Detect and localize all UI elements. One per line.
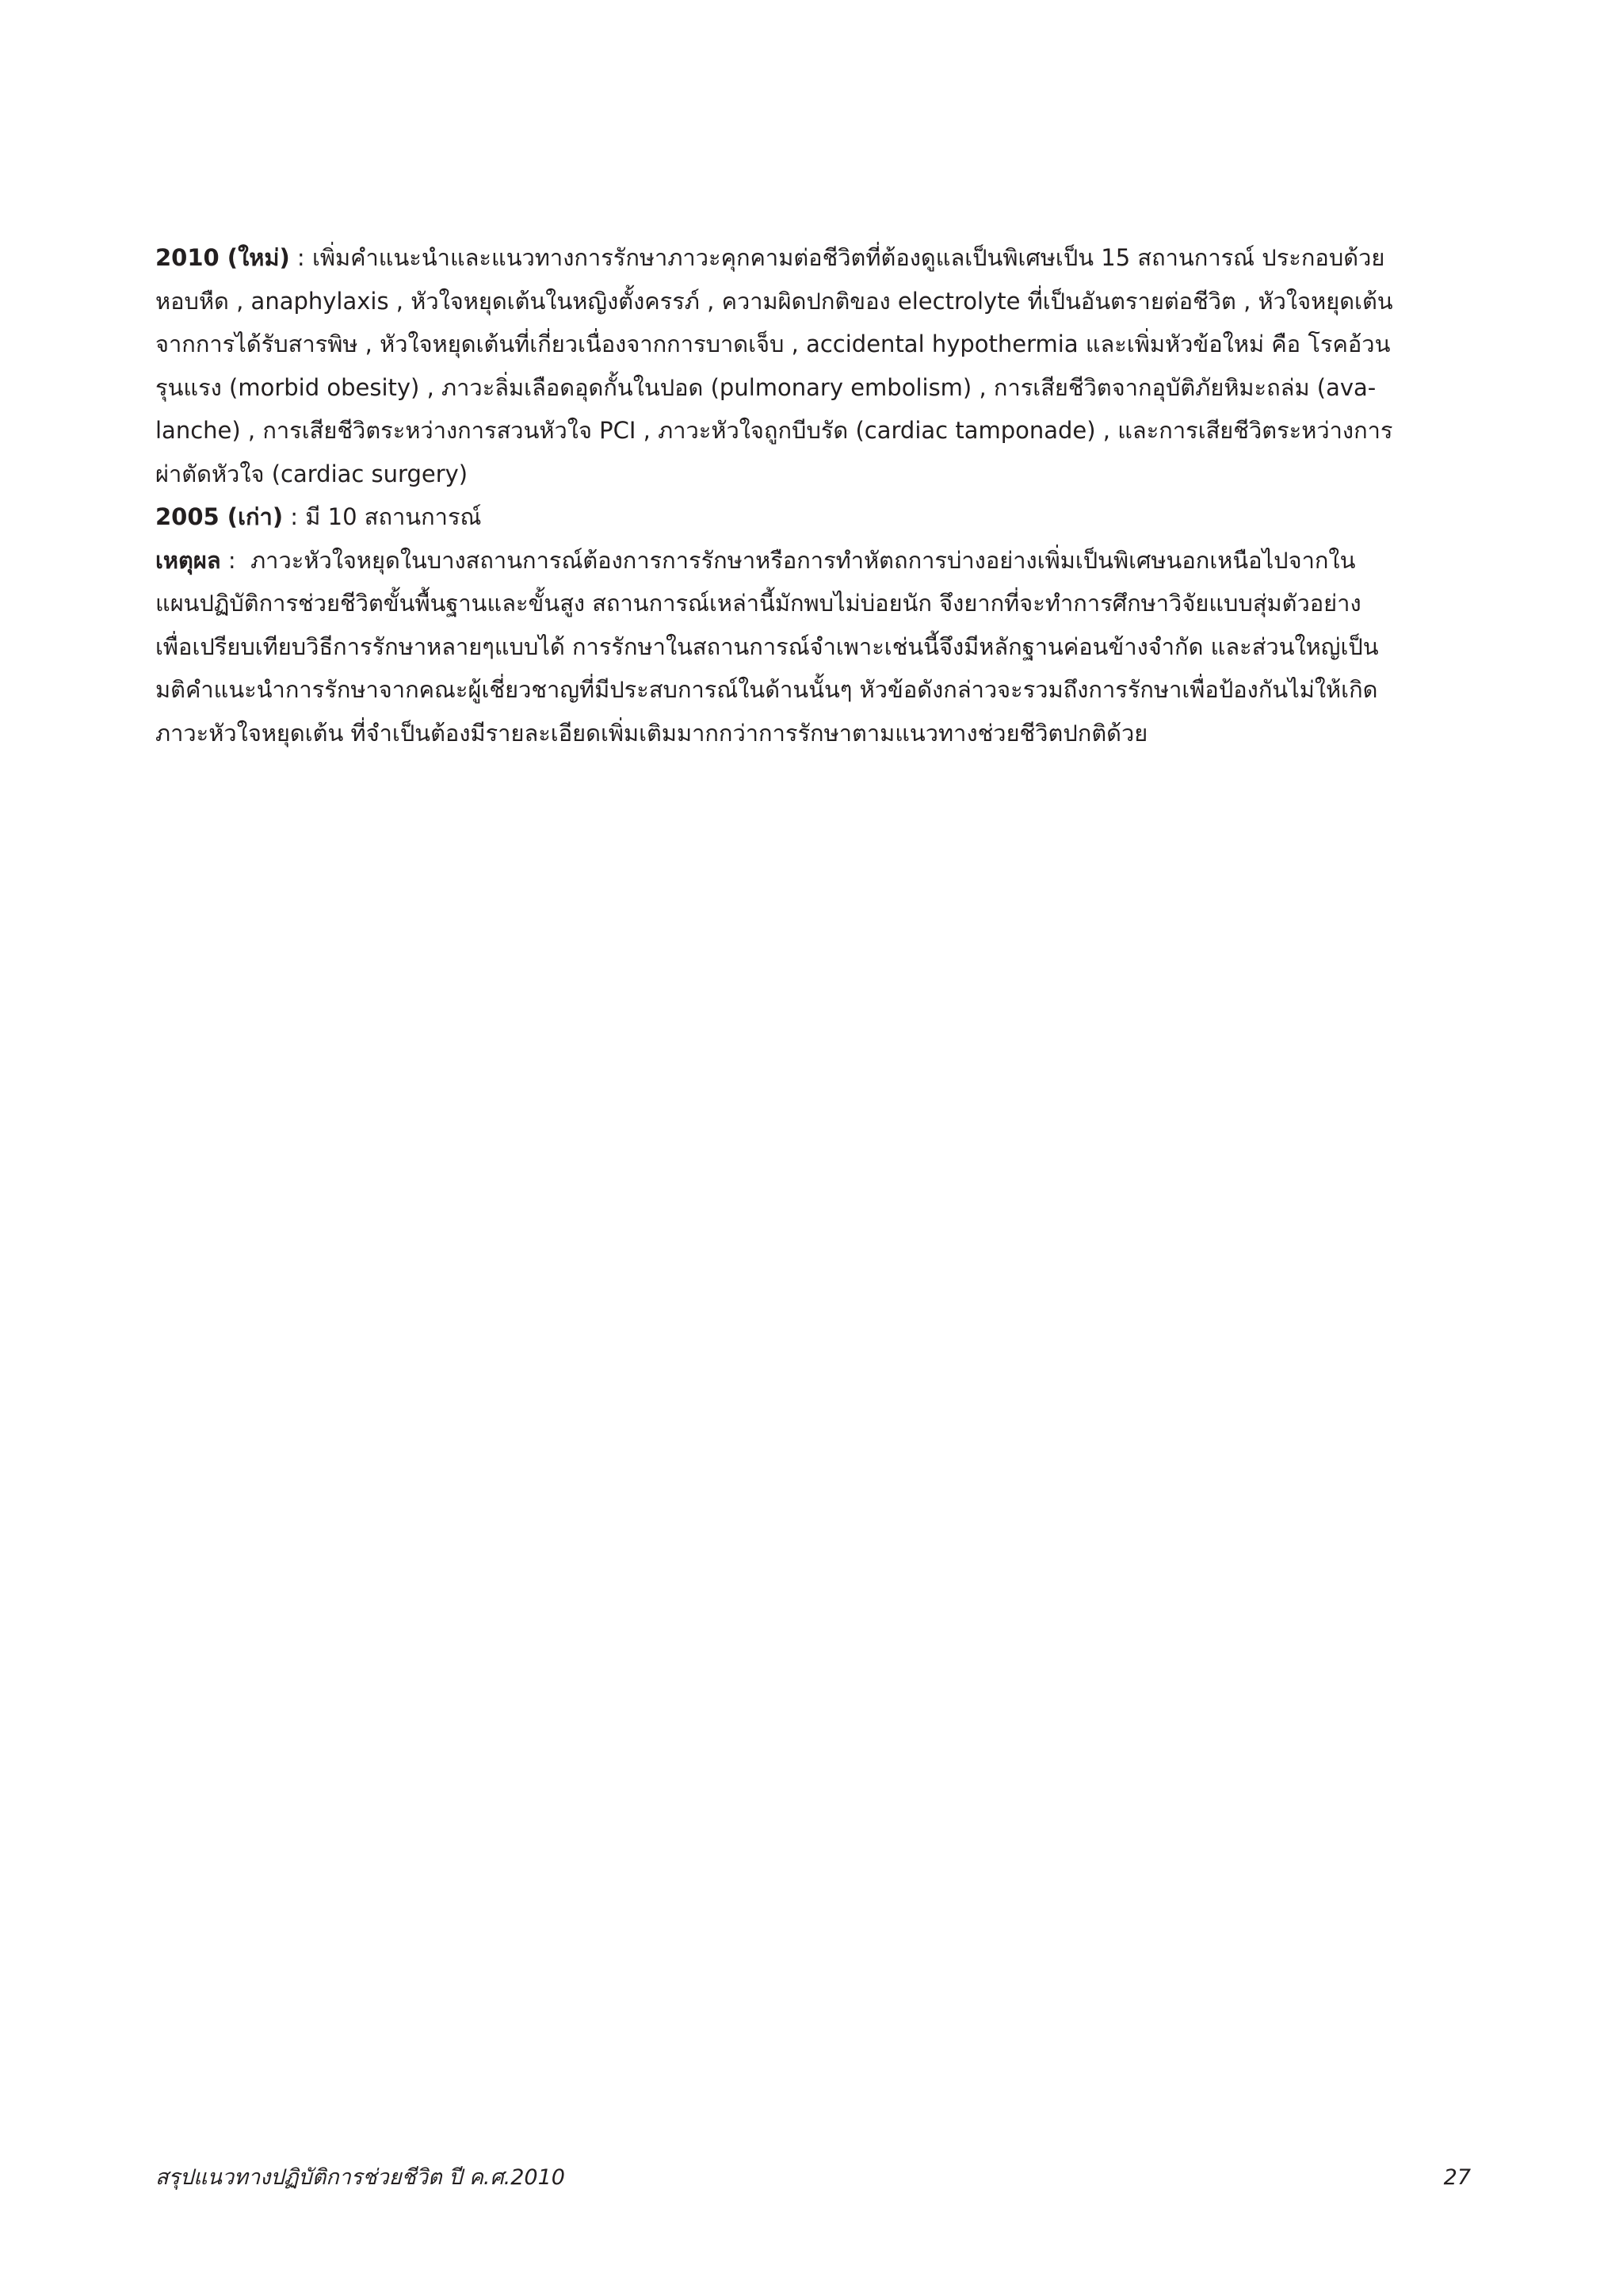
reason-line-5: ภาวะหัวใจหยุดเต้น ที่จำเป็นต้องมีรายละเอียดเพิ่มเติมมากกว่าการรักษาตามแนวทางช่วยชีวิตปกติด้วย — [155, 719, 1148, 747]
footer-title: สรุปแนวทางปฏิบัติการช่วยชีวิต ปี ค.ศ.2010 — [155, 2165, 565, 2190]
old-guideline-separator: : — [283, 503, 306, 530]
reason-separator: : — [220, 546, 251, 574]
old-guideline-text: มี 10 สถานการณ์ — [305, 503, 482, 530]
page-number: 27 — [1443, 2165, 1471, 2190]
new-guideline-line-1: เพิ่มคำแนะนำและแนวทางการรักษาภาวะคุกคามต่อชีวิตที่ต้องดูแลเป็นพิเศษเป็น 15 สถานการณ์ ประกอบด้วย — [311, 244, 1385, 271]
old-guideline-label: 2005 (เก่า) — [155, 503, 284, 530]
reason-label: เหตุผล — [155, 546, 221, 574]
reason-line-1: ภาวะหัวใจหยุดในบางสถานการณ์ต้องการการรักษาหรือการทำหัตถการบ่างอย่างเพิ่มเป็นพิเศษนอกเหนือไปจากใน — [250, 546, 1356, 574]
new-guideline-line-2: หอบหืด , anaphylaxis , หัวใจหยุดเต้นในหญิงตั้งครรภ์ , ความผิดปกติของ electrolyte ที่เป็นอันตรายต่อชีวิต , หัวใจหยุดเต้น — [155, 287, 1393, 315]
new-guideline-paragraph — [155, 236, 1471, 495]
reason-line-3: เพื่อเปรียบเทียบวิธีการรักษาหลายๆแบบได้ การรักษาในสถานการณ์จำเพาะเช่นนี้จึงมีหลักฐานค่อนข้างจำกัด และส่วนใหญ่เป็น — [155, 632, 1379, 660]
page-footer — [155, 2162, 1471, 2194]
new-guideline-line-4: รุนแรง (morbid obesity) , ภาวะลิ่มเลือดอุดกั้นในปอด (pulmonary embolism) , การเสียชีวิตจากอุบัติภัยหิมะถล่ม (ava- — [155, 373, 1377, 401]
new-guideline-label: 2010 (ใหม่) — [155, 244, 290, 271]
new-guideline-separator: : — [289, 244, 312, 271]
new-guideline-line-3: จากการได้รับสารพิษ , หัวใจหยุดเต้นที่เกี่ยวเนื่องจากการบาดเจ็บ , accidental hypothermia และเพิ่มหัวข้อใหม่ คือ โรคอ้วน — [155, 330, 1391, 357]
reason-paragraph — [155, 539, 1471, 755]
document-body — [155, 236, 1471, 755]
reason-line-2: แผนปฏิบัติการช่วยชีวิตขั้นพื้นฐานและขั้นสูง สถานการณ์เหล่านี้มักพบไม่บ่อยนัก จึงยากที่จะทำการศึกษาวิจัยแบบสุ่มตัวอย่าง — [155, 590, 1361, 617]
old-guideline-paragraph — [155, 495, 1471, 539]
reason-line-4: มติคำแนะนำการรักษาจากคณะผู้เชี่ยวชาญที่มีประสบการณ์ในด้านนั้นๆ หัวข้อดังกล่าวจะรวมถึงการรักษาเพื่อป้องกันไม่ให้เกิด — [155, 676, 1378, 703]
new-guideline-line-6: ผ่าตัดหัวใจ (cardiac surgery) — [155, 460, 468, 487]
new-guideline-line-5: lanche) , การเสียชีวิตระหว่างการสวนหัวใจ PCI , ภาวะหัวใจถูกบีบรัด (cardiac tamponade) , และการเสียชีวิตระหว่างการ — [155, 417, 1393, 444]
